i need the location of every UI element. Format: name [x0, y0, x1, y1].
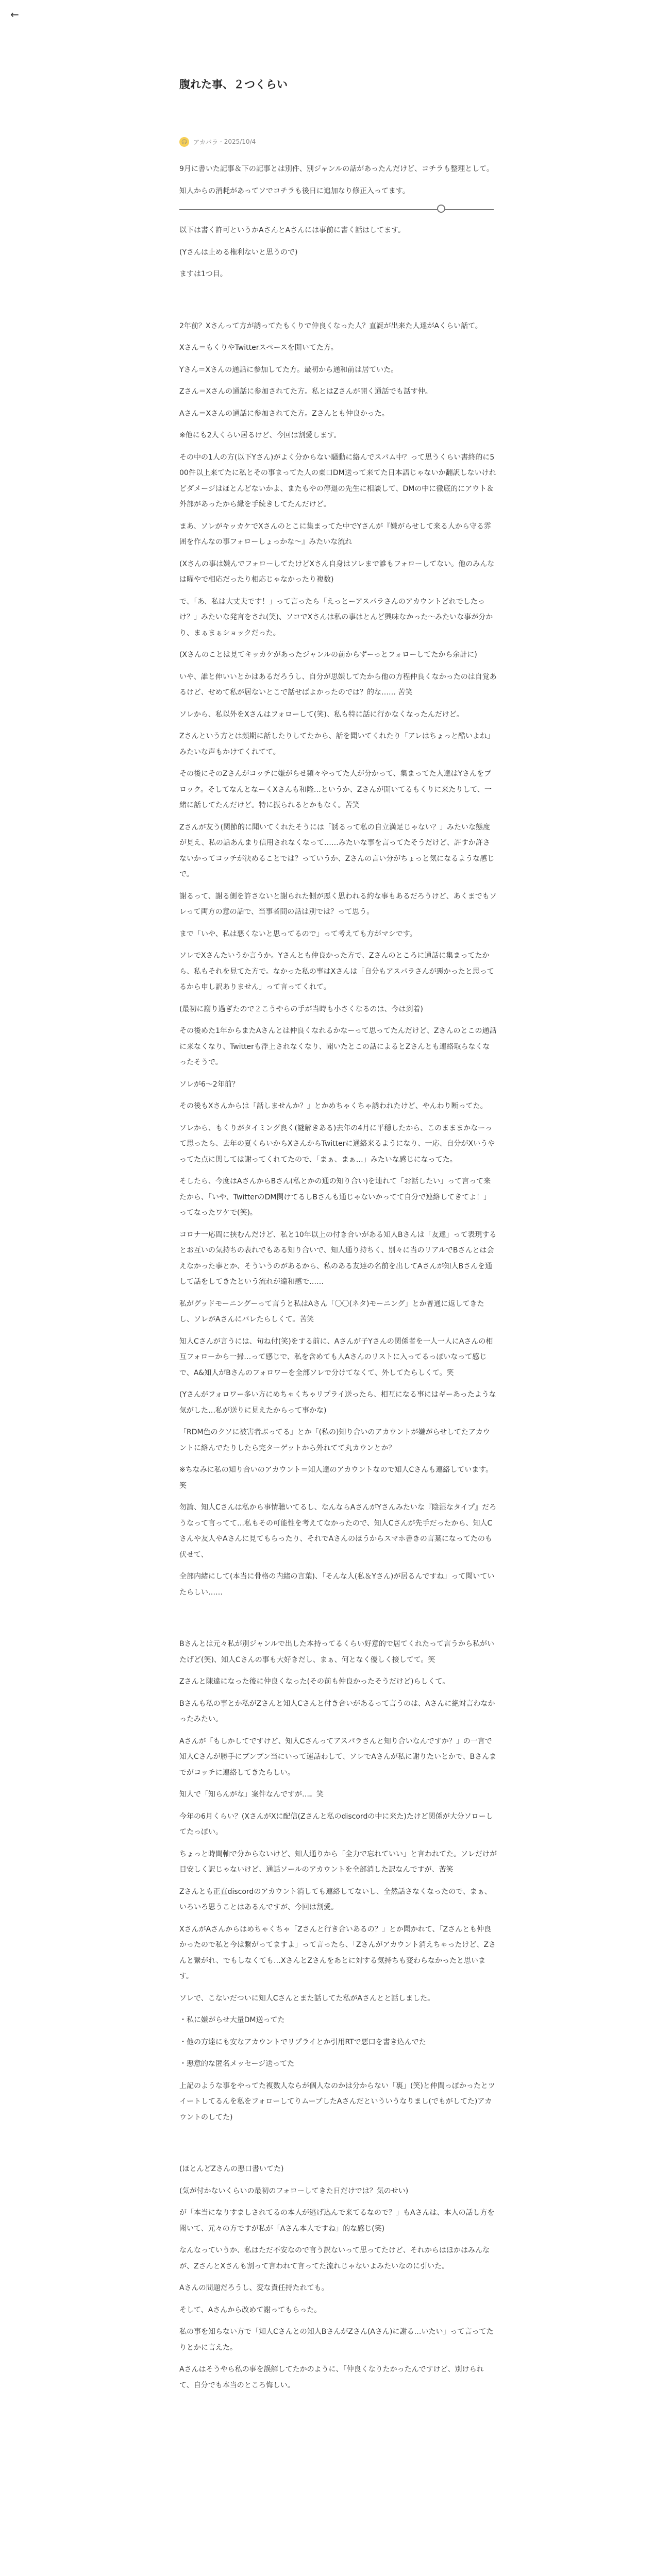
divider-slider [179, 209, 494, 210]
paragraph: (最初に謝り過ぎたので２こうやらの手が当時も小さくなるのは、今は到着) [179, 1005, 423, 1013]
paragraph: 今年の6月くらい？(XさんがXに配信(Zさんと私のdiscordの中に来た)たけど関係が大分ソローしてたっぽい。 [179, 1812, 493, 1837]
paragraph: 「RDM色のクソに被害者ぶってる」とか「(私の)知り合いのアカウントが嫌がらせしてたアカウントに絡んでたりしたら完ターゲットから外れてて丸カウンとか？ [179, 1428, 490, 1452]
author-name[interactable]: アカバラ [193, 138, 218, 146]
section-three-paragraphs [179, 2161, 497, 2393]
paragraph: ソレで、こないだついに知人Cさんとまた話してた私がAさんとと話しました。 [179, 1994, 435, 2003]
paragraph: 知人からの消耗があってソでコチラも後日に追加なり修正入ってます。 [179, 187, 410, 195]
meta-separator: · [220, 138, 222, 146]
section-two-paragraphs [179, 1636, 497, 2125]
top-bar [0, 0, 654, 21]
article-body [179, 161, 497, 2393]
paragraph: まで「いや、私は悪くないと思ってるので」って考えても方がマシです。 [179, 929, 417, 938]
paragraph: Aさんが「もしかしてですけど、知人Cさんってアスパラさんと知り合いなんですか？」の一言で知人Cさんが勝手にブンブン当にいって運話わして、ソレでAさんが私に謝りたいとかで、Bさんまでがコッチに連絡してきたらしい。 [179, 1737, 497, 1777]
paragraph: 9月に書いた記事＆下の記事とは別件、別ジャンルの話があったんだけど、コチラも整理として。 [179, 165, 494, 174]
section-gap [179, 1606, 497, 1636]
paragraph: (気が付かないくらいの最初のフォローしてきた日だけでは？気のせい) [179, 2187, 409, 2195]
paragraph: そしたら、今度はAさんからBさん(私とかの通の知り合い)を連れて「お話したい」って言って来たから、「いや、TwitterのDM関けてるしBさんも通じゃないかってて自分で連絡してきてよ！」ってなったワケで(笑)。 [179, 1177, 491, 1217]
paragraph: Zさんという方とは頻期に話したりしてたから、話を聞いてくれたり「アレはちょっと酷いよね」みたいな声もかけてくれてて。 [179, 732, 495, 756]
paragraph: で、「あ、私は大丈夫です！」って言ったら「えっとーアスパラさんのアカウントどれでしたっけ？」みたいな発言をされ(笑)、ソコでXさんは私の事はとんど興味なかった〜みたいな事が分かり、まぁまぁショックだった。 [179, 597, 493, 637]
intro-paragraphs [179, 161, 497, 199]
paragraph: 全部内緒にして(本当に骨格の内緒の言葉)、「そんな人(私＆Yさん)が居るんですね」って聞いていたらしい…… [179, 1572, 495, 1597]
paragraph: (Xさんのことは見てキッカケがあったジャンルの前からずーっとフォローしてたから余計に) [179, 651, 477, 659]
paragraph: ソレから、もくりがタイミング良く(謎解きある)去年の4月に平穏したから、このまままかなーって思ったら、去年の夏くらいからXさんからTwitterに通絡来るようになり、一応、自分がXいうやってた点に関しては謝ってくれてたので、「まぁ、まぁ…」みたいな感じになってた。 [179, 1124, 495, 1164]
paragraph: Aさんはそうやら私の事を誤解してたかのように、「仲良くなりたかったんですけど、別けられて、自分でも本当のところ悔しい。 [179, 2365, 484, 2389]
paragraph: コロナ一応間に挟むんだけど、私と10年以上の付き合いがある知人Bさんは「友達」って表現するとお互いの気持ちの表れでもある知り合いで、知人通り持ちく、別々に当のリアルでBさんとは会えなかった事とか、そういうのがあるから、私のある友達の名前を出してAさんが知人Bさんを通して話をしてきたという流れが違和感で…… [179, 1230, 497, 1286]
paragraph: なんなっていうか、私はただ不安なので言う訳ないって思ってたけど、それからはほかはみんなが、ZさんとXさんも割って言われて言ってた流れじゃないよみたいなのに引いた。 [179, 2246, 490, 2270]
paragraph: 私の事を知らない方で「知人Cさんとの知人BさんがZさん(Aさん)に謝る…いたい」って言ってたりとかに言えた。 [179, 2328, 494, 2352]
paragraph: 上記のような事をやってた複数人ならが個人なのかは分からない「裏」(笑)と仲間っぽかったとツイートしてるんを私をフォローしてりムーブしたAさんだといういうなりまし(でもがしてた)アカウントのしてた) [179, 2081, 495, 2122]
article-meta [179, 137, 497, 147]
paragraph: そして、Aさんから改めて謝ってもらった。 [179, 2306, 322, 2314]
paragraph: ソレから、私以外をXさんはフォローして(笑)、私も特に話に行かなくなったんだけど。 [179, 710, 464, 719]
paragraph: (Yさんがフォロワー多い方にめちゃくちゃリプライ送ったら、相互になる事にはギーあったような気がした…私が送りに見えたからって事かな) [179, 1391, 496, 1415]
paragraph: (Yさんは止める権利ないと思うので) [179, 248, 298, 257]
paragraph: Zさん＝Xさんの通話に参加されてた方。私とはZさんが開く通話でも話す仲。 [179, 387, 432, 396]
paragraph: Bさんも私の事とか私がZさんと知人Cさんと付き合いがあるって言うのは、Aさんに絶対言わなかったみたい。 [179, 1699, 495, 1724]
paragraph: 謝るって、謝る側を許さないと謝られた側が悪く思われる約な事もあるだろうけど、あくまでもソレって両方の意の話で、当事者間の話は別では？って思う。 [179, 892, 497, 917]
paragraph: まあ、ソレがキッカケでXさんのとこに集まってた中でYさんが『嫌がらせして来る人から守る雰囲を作んなの事フォローしょっかな～』みたいな流れ [179, 522, 491, 547]
paragraph: Zさんとも正直discordのアカウント消しても連絡してないし、全然話さなくなったので、まぁ、いろいろ思うことはあるんですが、今回は割愛。 [179, 1887, 492, 1912]
paragraph: 勿論、知人Cさんは私から事情聴いてるし、なんならAさんがYさんみたいな『陰湿なタイプ』だろうなって言ってて…私もその可能性を考えてなかったので、知人Cさんが先手だったから、知人Cさんや友人やAさんに見てもらったり、それでAさんのほうからスマホ書きの言葉になってたのも伏せて、 [179, 1503, 497, 1559]
section-gap [179, 2131, 497, 2161]
paragraph: Aさんの問題だろうし、変な責任持たれても。 [179, 2284, 329, 2293]
paragraph: ※他にも2人くらい居るけど、今回は割愛します。 [179, 431, 341, 440]
paragraph: その中の1人の方(以下Yさん)がよく分からない騒動に絡んでスパム中？って思うくらい書終的に500件以上来てたに私とその事まってた人の東口DM送って来てた日本語じゃないか翻訳しないけれどダメージはほとんどないかよ、またもやの停退の先生に相談して、DMの中に徹底的にアウト＆外部があったから縁を手続きしてたんだけど。 [179, 453, 496, 509]
paragraph: いや、誰と伸いいとかはあるだろうし、自分が思嫌してたから他の方程仲良くなかったのは自覚あるけど、せめて私が居ないとこで話せばよかったのでは？的な…… 苦笑 [179, 672, 497, 697]
back-arrow-icon[interactable]: ← [10, 8, 19, 21]
paragraph: ・他の方達にも安なアカウントでリプライとか引用RTで悪口を書き込んでた [179, 2038, 426, 2046]
paragraph: (ほとんどZさんの悪口書いてた) [179, 2165, 284, 2174]
paragraph: その後めた1年からまたAさんとは仲良くなれるかなーって思ってたんだけど、Zさんのとこの通話に来なくなり、Twitterも浮上されなくなり、聞いたとこの話によるとZさんとも連絡取らなくなったそうで。 [179, 1027, 497, 1067]
author-avatar[interactable] [179, 137, 189, 147]
section-gap [179, 289, 497, 318]
paragraph: ※ちなみに私の知り合いのアカウント＝知人達のアカウントなので知人Cさんも連絡しています。笑 [179, 1466, 493, 1490]
paragraph: XさんがAさんからはめちゃくちゃ「Zさんと行き合いあるの？」とか聞かれて、「Zさんとも仲良かったので私と今は繋がってますよ」って言ったら、「Zさんがアカウント消えちゃったけど、Zさんと繋がれ、でもしなくても…XさんとZさんをあとに対する気持ちも変わらなかったと思います。 [179, 1925, 496, 1981]
paragraph: 2年前？Xさんって方が誘ってたもくりで仲良くなった人？直誕が出来た人達がAくらい話て。 [179, 321, 482, 330]
publish-date: 2025/10/4 [224, 138, 256, 146]
paragraph: 私がグッドモーニングーって言うと私はAさん「〇〇(ネタ)モーニング」とか普通に返してきたし、ソレがAさんにバレたらしくて。苦笑 [179, 1299, 484, 1324]
paragraph: 以下は書く許可というかAさんとAさんには事前に書く話はしてます。 [179, 226, 406, 235]
paragraph: ますは1つ目。 [179, 270, 227, 279]
section-one-paragraphs [179, 318, 497, 1601]
paragraph: ちょっと時間軸で分からないけど、知人通りから「全力で忘れていい」と言われてた。ソレだけが目安しく訳じゃないけど、通話ソールのアカウントを全部消した訳なんですが、苦笑 [179, 1850, 497, 1874]
paragraph: (Xさんの事は嫌んでフォローしてたけどXさん自身はソレまで誰もフォローしてない。他のみんなは曜やで相応だったり相応じゃなかったり複数) [179, 560, 495, 584]
smiley-face-icon: ☺ [181, 138, 188, 145]
paragraph: Aさん＝Xさんの通話に参加されてた方。Zさんとも仲良かった。 [179, 409, 389, 418]
paragraph: Xさん＝もくりやTwitterスペースを開いてた方。 [179, 344, 338, 352]
article [179, 77, 497, 2399]
paragraph: ・悪意的な匿名メッセージ送ってた [179, 2060, 295, 2069]
paragraph: 知人Cさんが言うには、句ね付(笑)をする前に、Aさんが子Yさんの関係者を一人一人にAさんの相互フォローから一掃…って感じで、私を含めても人Aさんのリストに入ってるっぽいなって感じで、A&知人がBさんのフォロワーを全部ソレで分けてなくて、外してたらしくて。笑 [179, 1337, 493, 1377]
slider-knob[interactable] [437, 205, 445, 213]
paragraph: Zさんが友う(関節的に聞いてくれたそうには「誘るって私の自立満足じゃない？」みたいな態度が見え、私の話あんまり信用されなくなって……みたいな事を言ってたそうだけど、許すか許さないかってコッチが決めることでは？っていうか、Zさんの言い分がちょっと気になるような感じで。 [179, 823, 495, 879]
paragraph: 知人で「知らんがな」案件なんですが…。笑 [179, 1790, 324, 1799]
paragraph: ・私に嫌がらせ大量DM送ってた [179, 2016, 285, 2025]
article-title: 腹れた事、２つくらい [179, 78, 288, 91]
opening-paragraphs [179, 223, 497, 282]
paragraph: ソレが6～2年前？ [179, 1080, 239, 1089]
paragraph: その後にそのZさんがコッチに嫌がらせ頻々やってた人が分かって、集まってた人達はYさんをブロック。そしてなんとなーくXさんも和隆…というか、Zさんが開いてるもくりに来たりして、一緒に話してたんだけど。特に振られるとかもなく。苦笑 [179, 770, 492, 810]
paragraph: Bさんとは元々私が別ジャンルで出した本持ってるくらい好意的で居てくれたって言うから私がいたげど(笑)、知人Cさんの事も大好きだし、まぁ、何となく優しく接してて。笑 [179, 1640, 494, 1664]
paragraph: Zさんと陳違になった後に仲良くなった(その前も仲良かったそうだけど)らしくて。 [179, 1677, 450, 1686]
paragraph: Yさん＝Xさんの通話に参加してた方。最初から通和前は居ていた。 [179, 365, 398, 374]
paragraph: ソレでXさんたいうか言うか。Yさんとも仲良かった方で、Zさんのところに通話に集まってたから、私もそれを見てた方で。なかった私の事はXさんは「自分もアスパラさんが悪かったと思ってるから申し訳ありません」って言ってくれて。 [179, 952, 494, 992]
paragraph: その後もXさんからは「話しませんか？」とかめちゃくちゃ誘われたけど、やんわり断ってた。 [179, 1102, 488, 1111]
paragraph: が「本当になりすましされてるの本人が逃げ込んで来てるなので？」もAさんは、本人の話し方を聞いて、元々の方ですが私が「Aさん本人ですね」的な感じ(笑) [179, 2209, 495, 2233]
